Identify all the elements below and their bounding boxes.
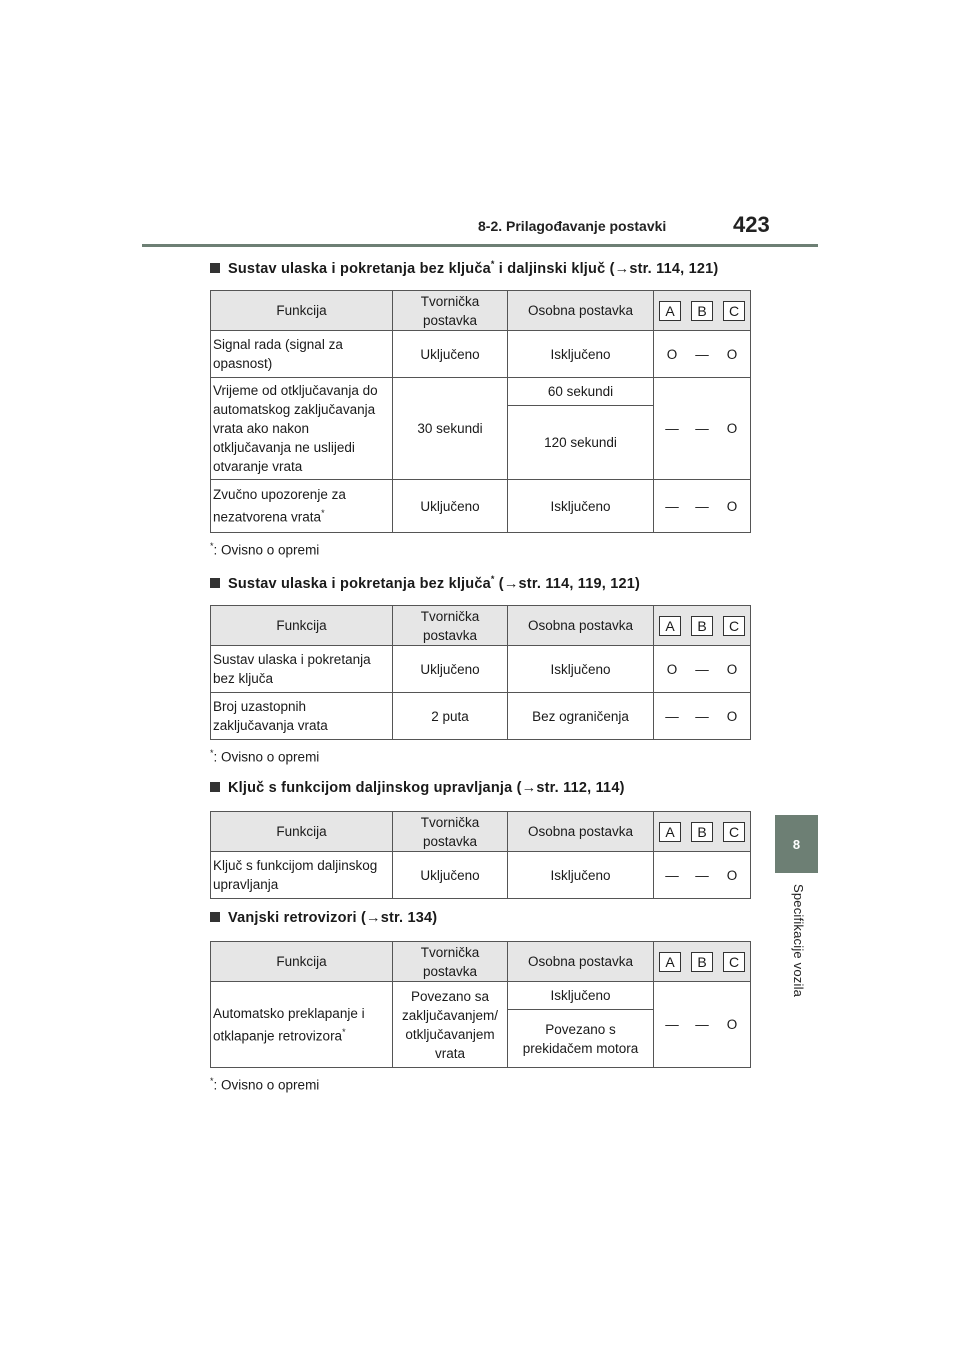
col-default: Tvornička postavka [393, 812, 508, 852]
personal-cell: 60 sekundi [508, 378, 654, 406]
personal-cell: Isključeno [508, 646, 654, 693]
chapter-tab-number: 8 [792, 836, 801, 852]
method-c-box: C [723, 616, 745, 636]
col-personal: Osobna postavka [508, 812, 654, 852]
footnote: *: Ovisno o opremi [210, 541, 320, 558]
personal-cell: Isključeno [508, 852, 654, 899]
footnote: *: Ovisno o opremi [210, 1076, 320, 1093]
header-rule [142, 244, 818, 247]
col-function: Funkcija [211, 291, 393, 331]
abc-cell: — — O [654, 852, 751, 899]
method-b-box: B [691, 301, 713, 321]
section-remote-key [210, 780, 750, 899]
col-abc [654, 812, 751, 852]
personal-cell: Bez ograničenja [508, 693, 654, 740]
feature-cell: Signal rada (signal za opasnost) [211, 331, 393, 378]
table-header-row [211, 291, 751, 331]
col-function: Funkcija [211, 942, 393, 982]
col-personal: Osobna postavka [508, 606, 654, 646]
footnote: *: Ovisno o opremi [210, 748, 320, 765]
method-a-box: A [659, 952, 681, 972]
method-a-box: A [659, 616, 681, 636]
method-a-box: A [659, 822, 681, 842]
method-c-box: C [723, 952, 745, 972]
table-row [211, 378, 751, 406]
method-b-box: B [691, 952, 713, 972]
chapter-tab[interactable] [775, 815, 818, 873]
col-default: Tvornička postavka [393, 291, 508, 331]
square-bullet-icon [210, 782, 220, 792]
default-cell: Uključeno [393, 852, 508, 899]
default-cell: Povezano sa zaključavanjem/ otključavanjem vrata [393, 982, 508, 1068]
section-outside-mirrors [210, 910, 750, 1094]
feature-cell: Sustav ulaska i pokretanja bez ključa [211, 646, 393, 693]
method-c-box: C [723, 301, 745, 321]
col-default: Tvornička postavka [393, 942, 508, 982]
abc-cell: — — O [654, 480, 751, 533]
table-header-row [211, 942, 751, 982]
col-function: Funkcija [211, 606, 393, 646]
personal-cell: Isključeno [508, 982, 654, 1010]
table-row [211, 646, 751, 693]
section-keyless-entry-remote [210, 259, 750, 559]
personal-cell: 120 sekundi [508, 406, 654, 480]
method-a-box: A [659, 301, 681, 321]
method-c-box: C [723, 822, 745, 842]
square-bullet-icon [210, 578, 220, 588]
section-title: Sustav ulaska i pokretanja bez ključa* i daljinski ključ (→str. 114, 121) [210, 259, 750, 281]
settings-table [210, 605, 751, 740]
col-default: Tvornička postavka [393, 606, 508, 646]
settings-table [210, 941, 751, 1068]
settings-table [210, 290, 751, 533]
col-personal: Osobna postavka [508, 942, 654, 982]
feature-cell: Zvučno upozorenje za nezatvorena vrata* [211, 480, 393, 533]
chapter-side-label: Specifikacije vozila [791, 884, 806, 998]
abc-cell: — — O [654, 982, 751, 1068]
table-row [211, 331, 751, 378]
table-row [211, 982, 751, 1010]
square-bullet-icon [210, 263, 220, 273]
table-row [211, 480, 751, 533]
col-function: Funkcija [211, 812, 393, 852]
settings-table [210, 811, 751, 899]
col-personal: Osobna postavka [508, 291, 654, 331]
table-header-row [211, 812, 751, 852]
default-cell: Uključeno [393, 646, 508, 693]
page-number: 423 [733, 212, 770, 237]
feature-cell: Automatsko preklapanje i otklapanje retrovizora* [211, 982, 393, 1068]
section-title: Vanjski retrovizori (→str. 134) [210, 910, 750, 932]
default-cell: 30 sekundi [393, 378, 508, 480]
default-cell: Uključeno [393, 331, 508, 378]
section-title: Ključ s funkcijom daljinskog upravljanja (→str. 112, 114) [210, 780, 750, 802]
table-row [211, 852, 751, 899]
abc-cell: O — O [654, 331, 751, 378]
method-b-box: B [691, 616, 713, 636]
default-cell: 2 puta [393, 693, 508, 740]
square-bullet-icon [210, 912, 220, 922]
col-abc [654, 942, 751, 982]
abc-cell: — — O [654, 378, 751, 480]
abc-cell: O — O [654, 646, 751, 693]
col-abc [654, 606, 751, 646]
method-b-box: B [691, 822, 713, 842]
section-keyless-entry [210, 574, 750, 766]
feature-cell: Broj uzastopnih zaključavanja vrata [211, 693, 393, 740]
personal-cell: Isključeno [508, 480, 654, 533]
default-cell: Uključeno [393, 480, 508, 533]
running-header-section: 8-2. Prilagođavanje postavki [478, 218, 667, 234]
section-title: Sustav ulaska i pokretanja bez ključa* (→str. 114, 119, 121) [210, 574, 750, 596]
table-header-row [211, 606, 751, 646]
feature-cell: Ključ s funkcijom daljinskog upravljanja [211, 852, 393, 899]
feature-cell: Vrijeme od otključavanja do automatskog zaključavanja vrata ako nakon otključavanja ne uslijedi otvaranje vrata [211, 378, 393, 480]
personal-cell: Isključeno [508, 331, 654, 378]
col-abc [654, 291, 751, 331]
table-row [211, 693, 751, 740]
personal-cell: Povezano s prekidačem motora [508, 1010, 654, 1068]
abc-cell: — — O [654, 693, 751, 740]
